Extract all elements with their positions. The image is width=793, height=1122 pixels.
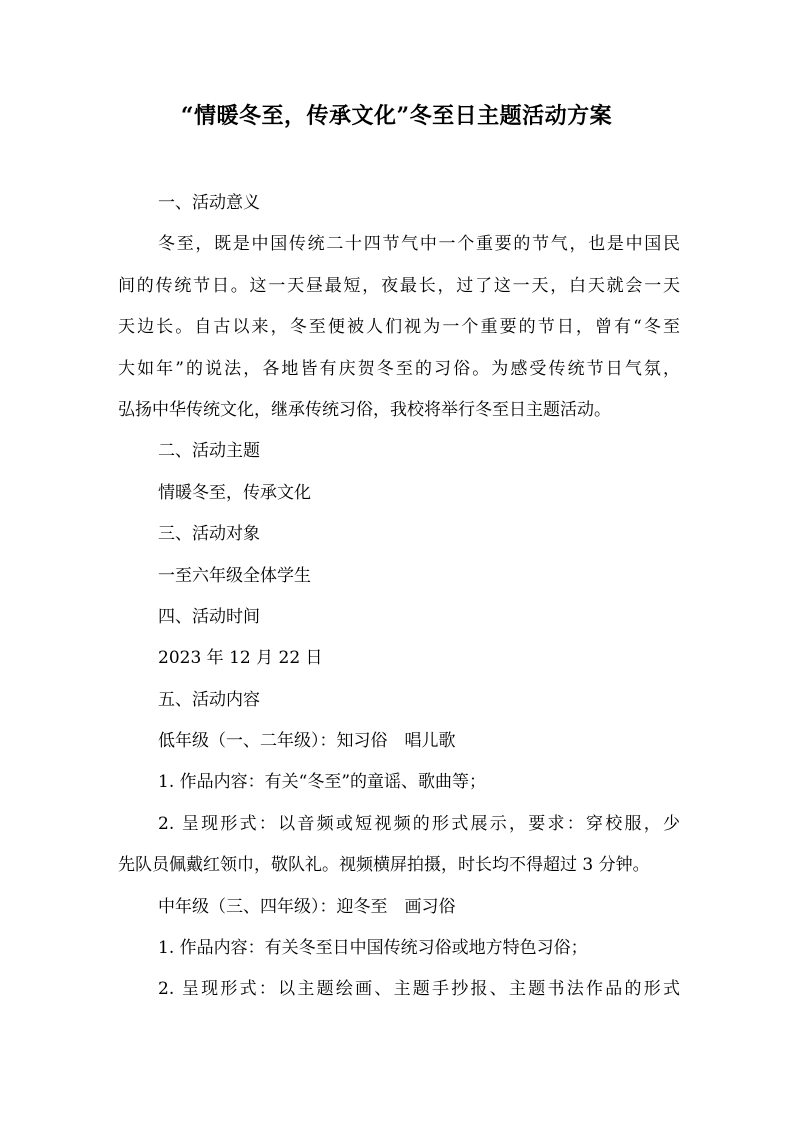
event-date: 2023 年 12 月 22 日: [158, 648, 323, 669]
document-body: [118, 183, 680, 1011]
section-heading-content: 五、活动内容: [158, 689, 260, 710]
list-item: 1. 作品内容：有关冬至日中国传统习俗或地方特色习俗；: [158, 938, 588, 959]
paragraph-line: 大如年”的说法，各地皆有庆贺冬至的习俗。为感受传统节日气氛，: [118, 358, 680, 379]
participants-text: 一至六年级全体学生: [158, 565, 311, 586]
theme-text: 情暖冬至，传承文化: [158, 482, 311, 503]
list-item-continuation: 先队员佩戴红领巾，敬队礼。视频横屏拍摄，时长均不得超过 3 分钟。: [118, 855, 650, 876]
list-item: 2. 呈现形式：以主题绘画、主题手抄报、主题书法作品的形式: [158, 979, 680, 1000]
section-heading-significance: 一、活动意义: [158, 193, 260, 213]
list-item: 1. 作品内容：有关“冬至”的童谣、歌曲等；: [158, 772, 487, 793]
list-item: 2. 呈现形式：以音频或短视频的形式展示，要求：穿校服，少: [158, 813, 680, 834]
section-heading-participants: 三、活动对象: [158, 524, 260, 545]
document-title: “情暖冬至，传承文化”冬至日主题活动方案: [180, 103, 613, 129]
paragraph-line: 天边长。自古以来，冬至便被人们视为一个重要的节日，曾有“冬至: [118, 317, 680, 338]
paragraph-line: 冬至，既是中国传统二十四节气中一个重要的节气，也是中国民: [158, 234, 680, 255]
paragraph-line: 弘扬中华传统文化，继承传统习俗，我校将举行冬至日主题活动。: [118, 399, 611, 420]
lower-grade-heading: 低年级（一、二年级）：知习俗 唱儿歌: [158, 731, 456, 752]
paragraph-line: 间的传统节日。这一天昼最短，夜最长，过了这一天，白天就会一天: [118, 275, 680, 296]
middle-grade-heading: 中年级（三、四年级）：迎冬至 画习俗: [158, 896, 456, 917]
section-heading-theme: 二、活动主题: [158, 441, 260, 462]
section-heading-time: 四、活动时间: [158, 606, 260, 627]
